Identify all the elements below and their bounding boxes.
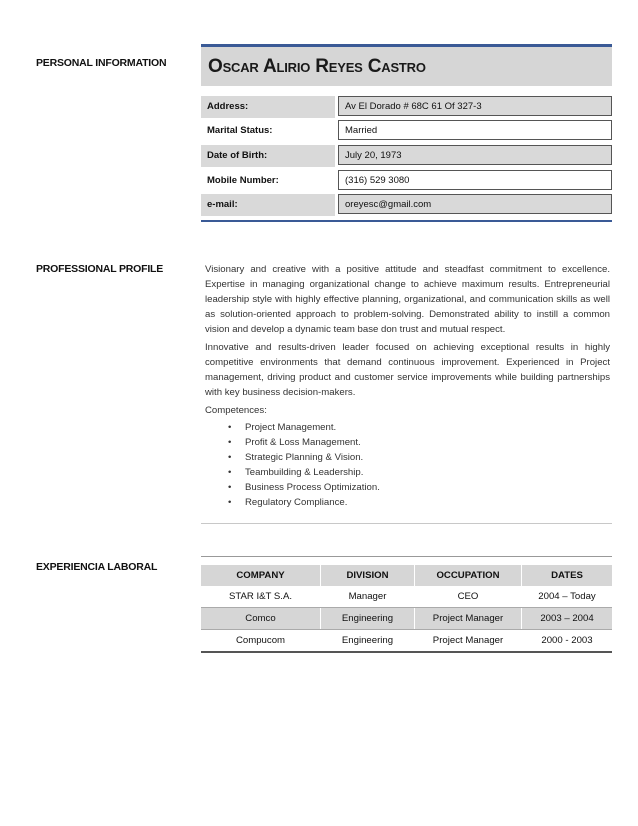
table-cell: Engineering bbox=[321, 630, 415, 651]
table-cell: Project Manager bbox=[415, 630, 522, 651]
info-label: Mobile Number: bbox=[201, 170, 335, 192]
info-value: Married bbox=[338, 120, 612, 140]
name-header bbox=[201, 44, 612, 86]
list-item: • Project Management. bbox=[205, 420, 610, 435]
divider bbox=[201, 523, 612, 524]
table-cell: Project Manager bbox=[415, 608, 522, 629]
table-cell: 2004 – Today bbox=[538, 591, 596, 602]
section-label-experience: EXPERIENCIA LABORAL bbox=[36, 561, 158, 573]
list-item: • Strategic Planning & Vision. bbox=[205, 450, 610, 465]
info-label: Marital Status: bbox=[201, 120, 335, 142]
full-name: Oscar Alirio Reyes Castro bbox=[208, 56, 426, 77]
list-item: • Regulatory Compliance. bbox=[205, 495, 610, 510]
table-cell: Compucom bbox=[201, 630, 321, 651]
info-row-marital-status bbox=[201, 120, 612, 142]
info-row-mobile-number bbox=[201, 170, 612, 192]
list-item: • Business Process Optimization. bbox=[205, 480, 610, 495]
column-header: DIVISION bbox=[321, 565, 415, 586]
info-label: e-mail: bbox=[201, 194, 335, 216]
info-row-email bbox=[201, 194, 612, 216]
divider bbox=[201, 220, 612, 222]
info-label: Date of Birth: bbox=[201, 145, 335, 167]
profile-paragraph-1: Visionary and creative with a positive attitude and steadfast commitment to excellence. Expertise in managing organizational change to achieve maximum results. Entrepreneurial leadership style with highly effective planning, organizational, and communication skills as well as solution-oriented approach to problem-solving. Demonstrated ability to instill a common vision and develop a dynamic team base don trust and mutual respect. bbox=[205, 264, 610, 335]
table-cell: STAR I&T S.A. bbox=[201, 586, 321, 607]
competences-list bbox=[205, 420, 610, 510]
column-header: COMPANY bbox=[201, 565, 321, 586]
profile-paragraph-2: Innovative and results-driven leader focused on achieving exceptional results in highly competitive environments that demand continuous improvement. Experienced in Project management, driving product and customer service improvements while building partnerships with key business decision-makers. bbox=[205, 342, 610, 398]
table-cell: 2003 – 2004 bbox=[540, 613, 594, 624]
info-value: Av El Dorado # 68C 61 Of 327-3 bbox=[338, 96, 612, 116]
info-label: Address: bbox=[201, 96, 335, 118]
column-header: DATES bbox=[551, 570, 583, 581]
competences-title: Competences: bbox=[205, 405, 267, 416]
table-cell: CEO bbox=[415, 586, 522, 607]
info-value: July 20, 1973 bbox=[338, 145, 612, 165]
divider bbox=[201, 556, 612, 557]
section-label-personal-information: PERSONAL INFORMATION bbox=[36, 57, 167, 69]
professional-profile bbox=[205, 262, 610, 510]
table-cell: Comco bbox=[201, 608, 321, 629]
info-row-address bbox=[201, 96, 612, 118]
column-header: OCCUPATION bbox=[415, 565, 522, 586]
table-cell: Manager bbox=[321, 586, 415, 607]
section-label-professional-profile: PROFESSIONAL PROFILE bbox=[36, 263, 164, 275]
table-cell: Engineering bbox=[321, 608, 415, 629]
table-header-row bbox=[201, 565, 612, 586]
experience-table bbox=[201, 556, 612, 653]
table-row bbox=[201, 608, 612, 630]
table-row bbox=[201, 630, 612, 653]
list-item: • Teambuilding & Leadership. bbox=[205, 465, 610, 480]
info-value: (316) 529 3080 bbox=[338, 170, 612, 190]
table-row bbox=[201, 586, 612, 608]
table-cell: 2000 - 2003 bbox=[541, 635, 593, 646]
info-row-date-of-birth bbox=[201, 145, 612, 167]
list-item: • Profit & Loss Management. bbox=[205, 435, 610, 450]
info-value: oreyesc@gmail.com bbox=[338, 194, 612, 214]
